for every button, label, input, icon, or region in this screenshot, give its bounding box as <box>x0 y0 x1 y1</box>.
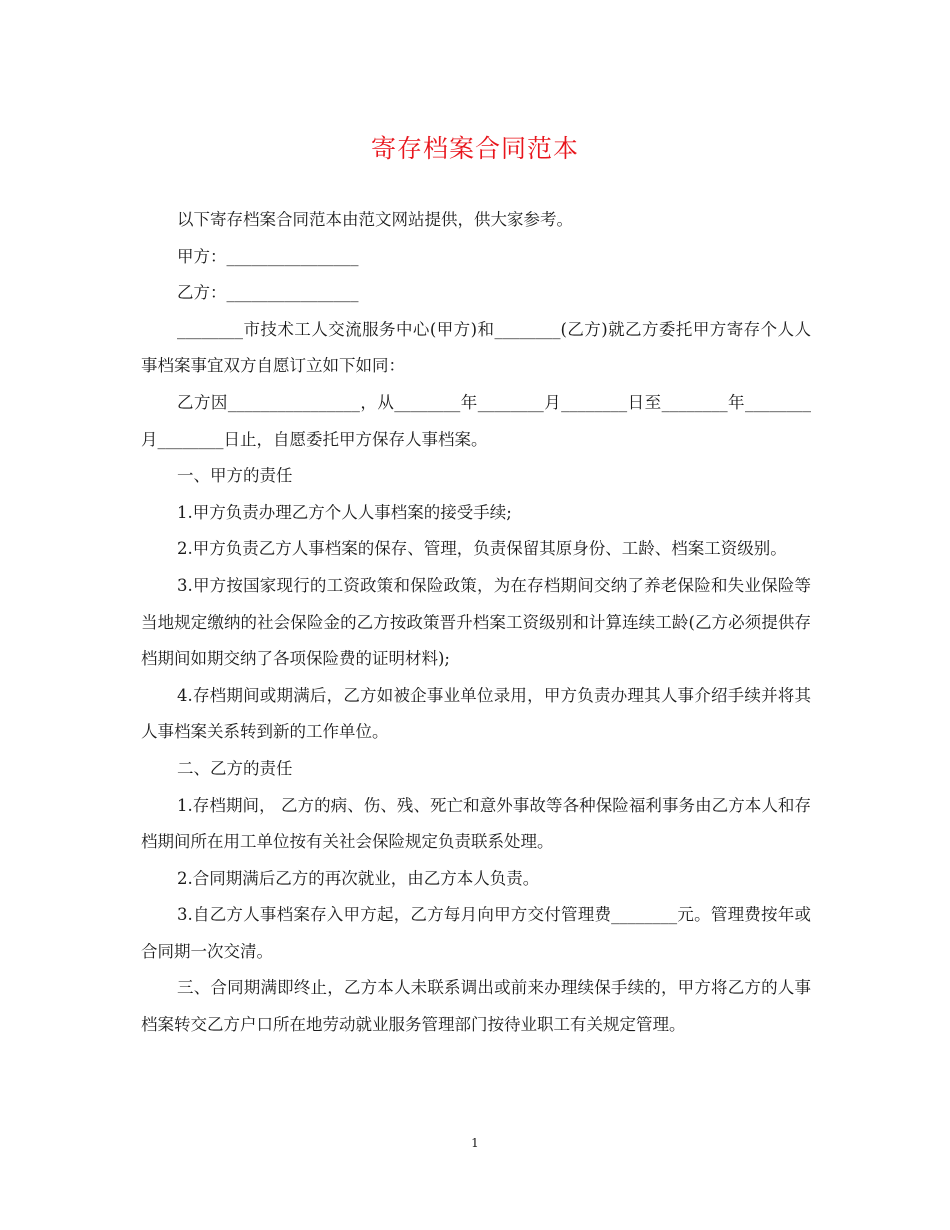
section-heading-party-a: 一、甲方的责任 <box>177 466 293 486</box>
clause-a-2: 2.甲方负责乙方人事档案的保存、管理，负责保留其原身份、工龄、档案工资级别。 <box>177 539 787 559</box>
intro-paragraph: 以下寄存档案合同范本由范文网站提供，供大家参考。 <box>177 210 573 229</box>
clause-b-1: 1.存档期间， 乙方的病、伤、残、死亡和意外事故等各种保险福利事务由乙方本人和存档期间所在用工单位按有关社会保险规定负责联系处理。 <box>141 795 811 852</box>
term-paragraph: 乙方因________________，从________年________月________日至________年________月________日止，自愿委托甲方保存人事档案。 <box>141 392 811 449</box>
document-body <box>141 202 811 1044</box>
section-three-paragraph: 三、合同期满即终止，乙方本人未联系调出或前来办理续保手续的，甲方将乙方的人事档案转交乙方户口所在地劳动就业服务管理部门按待业职工有关规定管理。 <box>141 978 811 1035</box>
preamble-paragraph: ________市技术工人交流服务中心(甲方)和________(乙方)就乙方委托甲方寄存个人人事档案事宜双方自愿订立如下如同： <box>141 319 811 376</box>
clause-b-3: 3.自乙方人事档案存入甲方起，乙方每月向甲方交付管理费________元。管理费按年或合同期一次交清。 <box>141 905 811 961</box>
clause-a-4: 4.存档期间或期满后，乙方如被企事业单位录用，甲方负责办理其人事介绍手续并将其人事档案关系转到新的工作单位。 <box>141 685 811 742</box>
clause-a-1: 1.甲方负责办理乙方个人人事档案的接受手续; <box>177 502 512 522</box>
clause-b-2: 2.合同期满后乙方的再次就业，由乙方本人负责。 <box>177 868 540 888</box>
page-number: 1 <box>471 1136 479 1150</box>
party-b-line: 乙方：________________ <box>177 283 359 303</box>
party-a-line: 甲方：________________ <box>177 246 359 266</box>
section-heading-party-b: 二、乙方的责任 <box>177 758 293 778</box>
clause-a-3: 3.甲方按国家现行的工资政策和保险政策，为在存档期间交纳了养老保险和失业保险等当地规定缴纳的社会保险金的乙方按政策晋升档案工资级别和计算连续工龄(乙方必须提供存档期间如期交纳了各项保险费的证明材料); <box>141 575 811 669</box>
document-title: 寄存档案合同范本 <box>370 134 579 163</box>
